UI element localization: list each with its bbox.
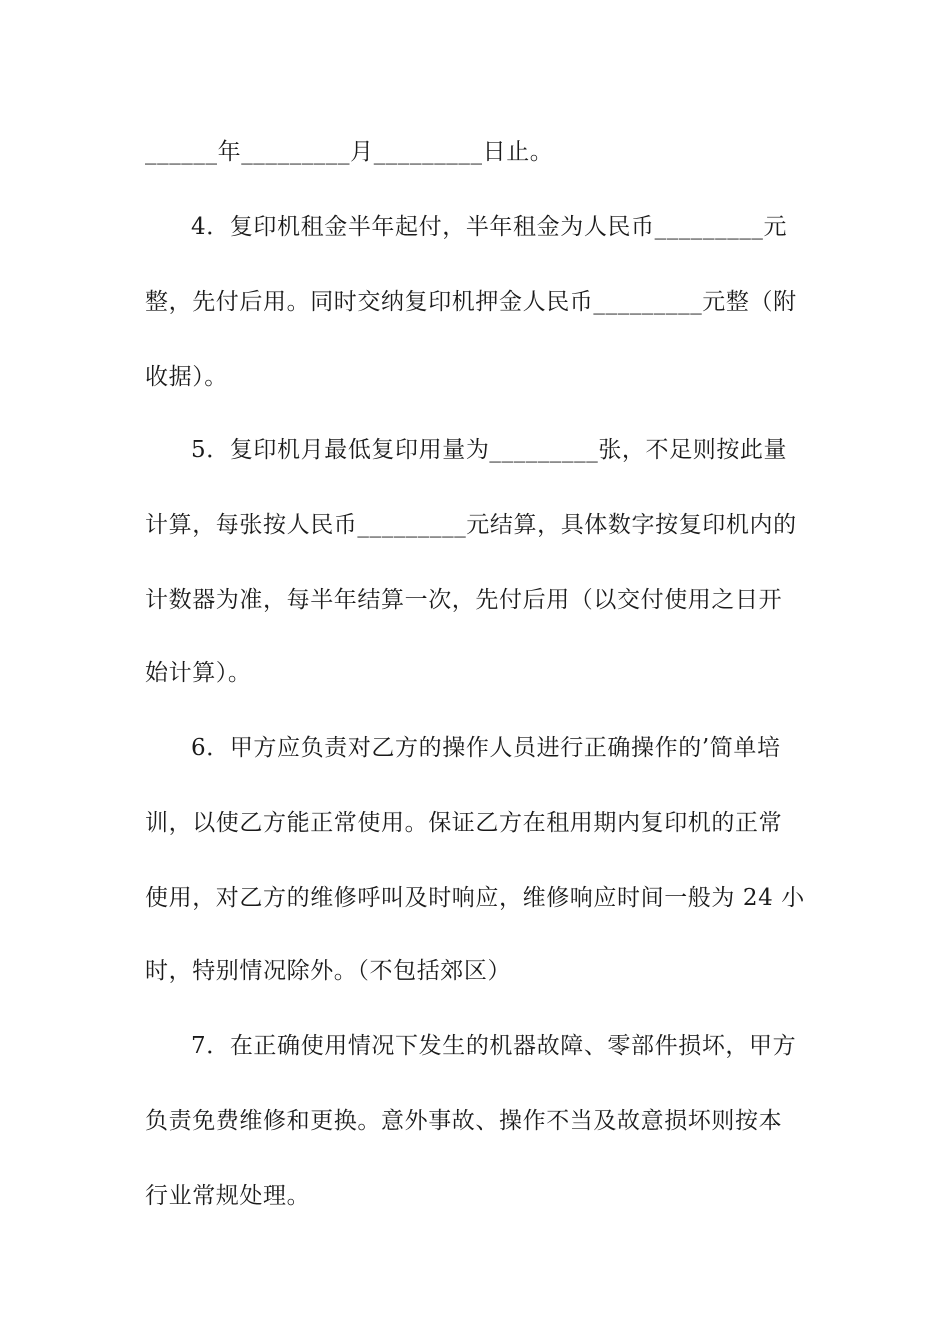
clause-4-line-2: 整，先付后用。同时交纳复印机押金人民币_________元整（附 xyxy=(145,289,797,315)
clause-4-line-3: 收据）。 xyxy=(145,364,228,390)
clause-5-line-1: 5．复印机月最低复印用量为_________张，不足则按此量 xyxy=(191,437,788,463)
clause-4-line-1: 4．复印机租金半年起付，半年租金为人民币_________元 xyxy=(191,214,788,240)
clause-5-line-3: 计数器为准，每半年结算一次，先付后用（以交付使用之日开 xyxy=(145,587,783,613)
clause-7-line-2: 负责免费维修和更换。意外事故、操作不当及故意损坏则按本 xyxy=(145,1108,783,1134)
clause-5-line-4: 始计算）。 xyxy=(145,660,252,686)
text-line-1: ______年_________月_________日止。 xyxy=(145,139,554,165)
clause-6-line-2: 训，以使乙方能正常使用。保证乙方在租用期内复印机的正常 xyxy=(145,810,783,836)
clause-6-line-1: 6．甲方应负责对乙方的操作人员进行正确操作的’简单培 xyxy=(191,735,781,761)
clause-6-line-3: 使用，对乙方的维修呼叫及时响应，维修响应时间一般为 24 小 xyxy=(145,885,805,911)
clause-5-line-2: 计算，每张按人民币_________元结算，具体数字按复印机内的 xyxy=(145,512,797,538)
clause-7-line-3: 行业常规处理。 xyxy=(145,1183,311,1209)
clause-6-line-4: 时，特别情况除外。（不包括郊区） xyxy=(145,958,512,984)
clause-7-line-1: 7．在正确使用情况下发生的机器故障、零部件损坏，甲方 xyxy=(191,1033,797,1059)
